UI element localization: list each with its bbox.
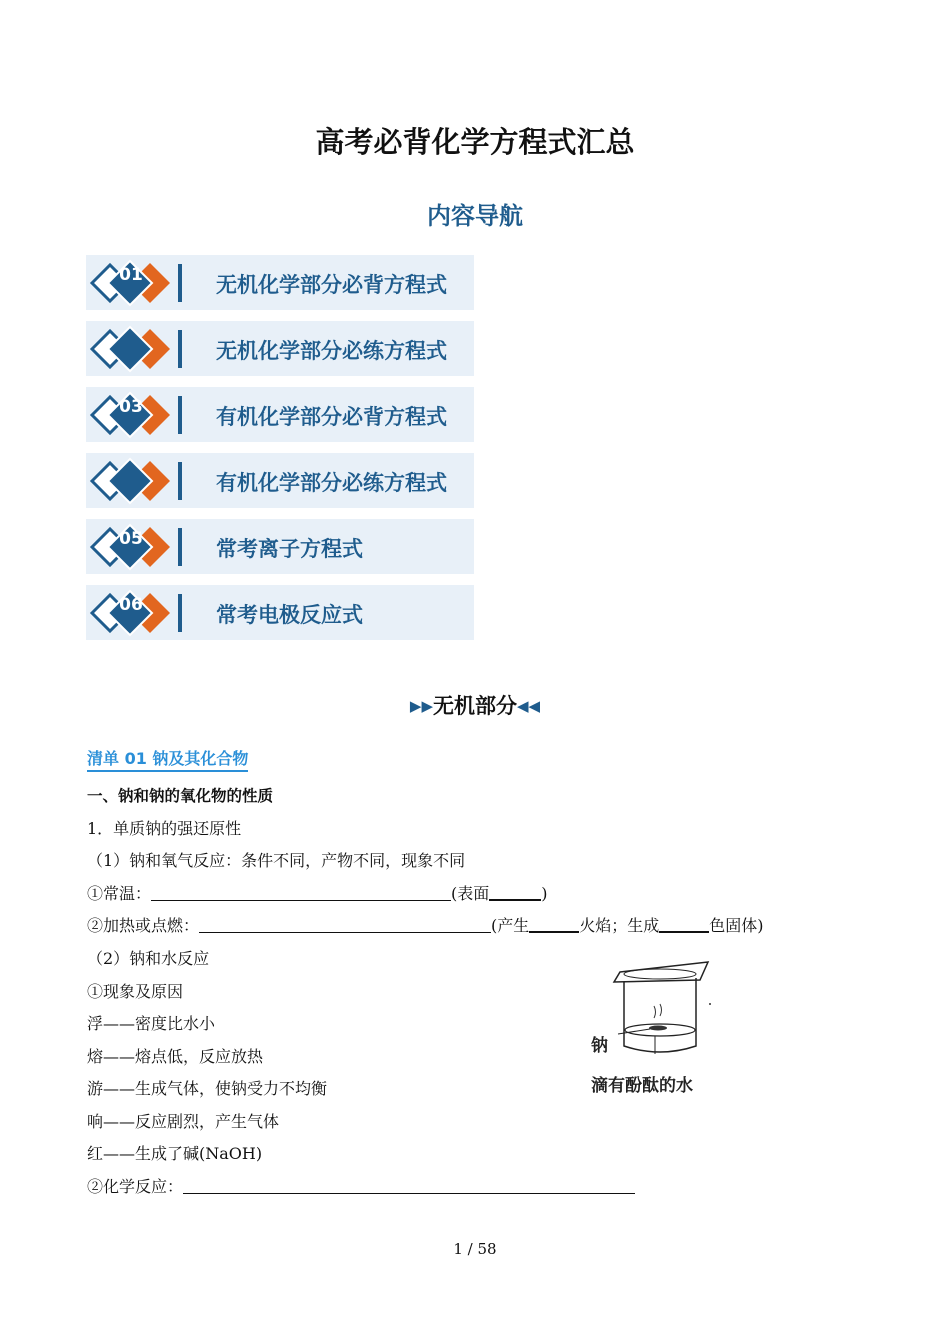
toc-number: 03 — [119, 397, 143, 417]
toc-label: 无机化学部分必背方程式 — [216, 273, 447, 297]
toc-label: 有机化学部分必背方程式 — [216, 405, 447, 429]
toc-item-5[interactable] — [86, 519, 474, 574]
answer-blank[interactable] — [151, 886, 451, 901]
triangle-right-icon: ▶▶ — [409, 697, 433, 715]
paragraph: 响——反应剧烈，产生气体 — [87, 1112, 280, 1131]
answer-blank[interactable] — [489, 885, 541, 901]
toc-list — [86, 255, 476, 651]
line-prefix: ②化学反应： — [87, 1177, 184, 1196]
line-prefix: ②加热或点燃： — [87, 916, 200, 935]
paragraph: （1）钠和氧气反应：条件不同，产物不同，现象不同 — [87, 851, 466, 870]
beaker-sodium-water-figure — [600, 958, 712, 1058]
paragraph: 熔——熔点低，反应放热 — [87, 1047, 264, 1066]
heading-sodium-oxides: 一、钠和钠的氧化物的性质 — [87, 787, 274, 805]
diamond-badge-icon — [88, 456, 183, 506]
line-text: (产生 — [491, 916, 530, 935]
line-text: (表面 — [451, 884, 490, 903]
fill-line-reaction — [87, 1177, 635, 1197]
line-prefix: ①常温： — [87, 884, 152, 903]
toc-label: 无机化学部分必练方程式 — [216, 339, 447, 363]
toc-item-2[interactable] — [86, 321, 474, 376]
toc-label: 有机化学部分必练方程式 — [216, 471, 447, 495]
document-title: 高考必背化学方程式汇总 — [315, 125, 635, 159]
toc-label: 常考电极反应式 — [216, 603, 363, 627]
list-title: 清单 01 钠及其化合物 — [87, 746, 248, 772]
toc-heading: 内容导航 — [427, 202, 523, 230]
answer-blank[interactable] — [529, 917, 579, 933]
line-text: 火焰；生成 — [579, 916, 660, 935]
paragraph: 红——生成了碱(NaOH) — [87, 1144, 263, 1163]
paragraph: 1．单质钠的强还原性 — [87, 819, 242, 838]
paragraph: （2）钠和水反应 — [87, 949, 210, 968]
figure-label-water: 滴有酚酞的水 — [591, 1076, 693, 1096]
figure-label-sodium: 钠 — [591, 1036, 608, 1056]
toc-number: 01 — [119, 265, 143, 285]
diamond-badge-icon — [88, 324, 183, 374]
toc-item-6[interactable] — [86, 585, 474, 640]
fill-line-room-temp — [87, 884, 548, 904]
answer-blank[interactable] — [659, 917, 709, 933]
triangle-left-icon: ◀◀ — [517, 697, 541, 715]
answer-blank[interactable] — [199, 918, 491, 933]
answer-blank[interactable] — [183, 1179, 635, 1194]
line-text: 色固体) — [709, 916, 764, 935]
toc-number: 05 — [119, 529, 143, 549]
toc-label: 常考离子方程式 — [216, 537, 363, 561]
paragraph: 浮——密度比水小 — [87, 1014, 216, 1033]
paragraph: 游——生成气体，使钠受力不均衡 — [87, 1079, 328, 1098]
toc-item-3[interactable] — [86, 387, 474, 442]
paragraph: ①现象及原因 — [87, 982, 184, 1001]
section-heading-text: 无机部分 — [433, 694, 517, 718]
toc-item-1[interactable] — [86, 255, 474, 310]
section-heading — [0, 690, 950, 720]
toc-item-4[interactable] — [86, 453, 474, 508]
page-number: 1 / 58 — [453, 1240, 497, 1258]
line-text: ) — [541, 884, 548, 903]
toc-number: 06 — [119, 595, 143, 615]
fill-line-heating — [87, 916, 764, 936]
